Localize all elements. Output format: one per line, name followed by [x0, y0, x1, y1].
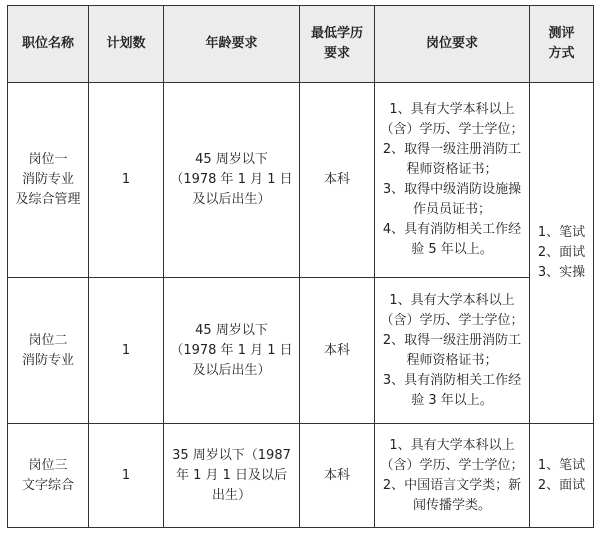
header-assessment	[530, 6, 594, 83]
age-text: （1978 年 1 月 1 日	[170, 172, 293, 187]
age-cell	[164, 424, 300, 528]
count-cell	[89, 424, 164, 528]
header-age	[164, 6, 300, 83]
position-cell	[8, 424, 89, 528]
age-text: （1978 年 1 月 1 日	[170, 342, 293, 358]
table-row	[8, 424, 594, 528]
requirement-item: 1、具有大学本科以上（含）学历、学士学位；	[380, 437, 524, 473]
count-cell	[89, 83, 164, 278]
header-education-label-2: 要求	[323, 46, 350, 61]
requirement-item: 1、具有大学本科以上（含）学历、学士学位；	[380, 102, 524, 137]
count-text: 1	[121, 172, 131, 187]
position-text: 岗位二	[28, 332, 68, 348]
header-count-label: 计划数	[106, 36, 146, 51]
education-text: 本科	[323, 467, 350, 483]
requirement-item: 2、取得一级注册消防工程师资格证书；	[382, 332, 522, 368]
assessment-item: 1、笔试	[537, 457, 586, 473]
requirement-item: 1、具有大学本科以上（含）学历、学士学位；	[380, 292, 524, 328]
table-row	[8, 278, 594, 424]
age-text: 35 周岁以下（1987	[172, 447, 291, 463]
header-education	[300, 6, 375, 83]
assessment-cell	[530, 83, 594, 424]
age-text: 45 周岁以下	[195, 152, 268, 167]
count-text: 1	[121, 342, 131, 358]
position-text: 文字综合	[21, 477, 74, 493]
requirements-cell	[375, 278, 530, 424]
count-text: 1	[121, 467, 131, 483]
education-cell	[300, 83, 375, 278]
education-text: 本科	[323, 342, 350, 358]
header-education-label-1: 最低学历	[310, 26, 363, 41]
age-text: 及以后出生）	[192, 192, 271, 207]
requirement-item: 3、取得中级消防设施操作员员证书；	[382, 182, 522, 217]
assessment-item: 3、实操	[537, 265, 586, 280]
requirements-cell	[375, 83, 530, 278]
age-cell	[164, 278, 300, 424]
header-position	[8, 6, 89, 83]
education-text: 本科	[323, 172, 350, 187]
header-requirements-label: 岗位要求	[425, 36, 478, 51]
age-cell	[164, 83, 300, 278]
age-text: 45 周岁以下	[195, 322, 268, 338]
position-text: 岗位一	[28, 152, 68, 167]
header-count	[89, 6, 164, 83]
position-cell	[8, 83, 89, 278]
requirements-cell	[375, 424, 530, 528]
age-text: 出生）	[211, 487, 251, 503]
assessment-item: 1、笔试	[537, 225, 586, 240]
position-text: 岗位三	[28, 457, 68, 473]
requirement-item: 2、中国语言文学类；新闻传播学类。	[382, 477, 522, 513]
header-assessment-label-2: 方式	[548, 46, 575, 61]
position-text: 消防专业	[21, 172, 74, 187]
age-text: 年 1 月 1 日及以后	[175, 467, 288, 483]
age-text: 及以后出生）	[192, 362, 271, 378]
position-cell	[8, 278, 89, 424]
assessment-item: 2、面试	[537, 245, 586, 260]
assessment-item: 2、面试	[537, 477, 586, 493]
header-position-label: 职位名称	[21, 36, 74, 51]
header-row	[8, 6, 594, 83]
position-text: 及综合管理	[15, 192, 81, 207]
count-cell	[89, 278, 164, 424]
requirement-item: 2、取得一级注册消防工程师资格证书；	[382, 142, 522, 177]
requirement-item: 4、具有消防相关工作经验 5 年以上。	[382, 222, 522, 257]
assessment-cell	[530, 424, 594, 528]
requirement-item: 3、具有消防相关工作经验 3 年以上。	[382, 372, 522, 408]
education-cell	[300, 278, 375, 424]
header-assessment-label-1: 测评	[548, 26, 575, 41]
table-row	[8, 83, 594, 278]
recruitment-table	[7, 5, 594, 528]
education-cell	[300, 424, 375, 528]
header-age-label: 年龄要求	[205, 36, 258, 51]
position-text: 消防专业	[21, 352, 74, 368]
header-requirements	[375, 6, 530, 83]
